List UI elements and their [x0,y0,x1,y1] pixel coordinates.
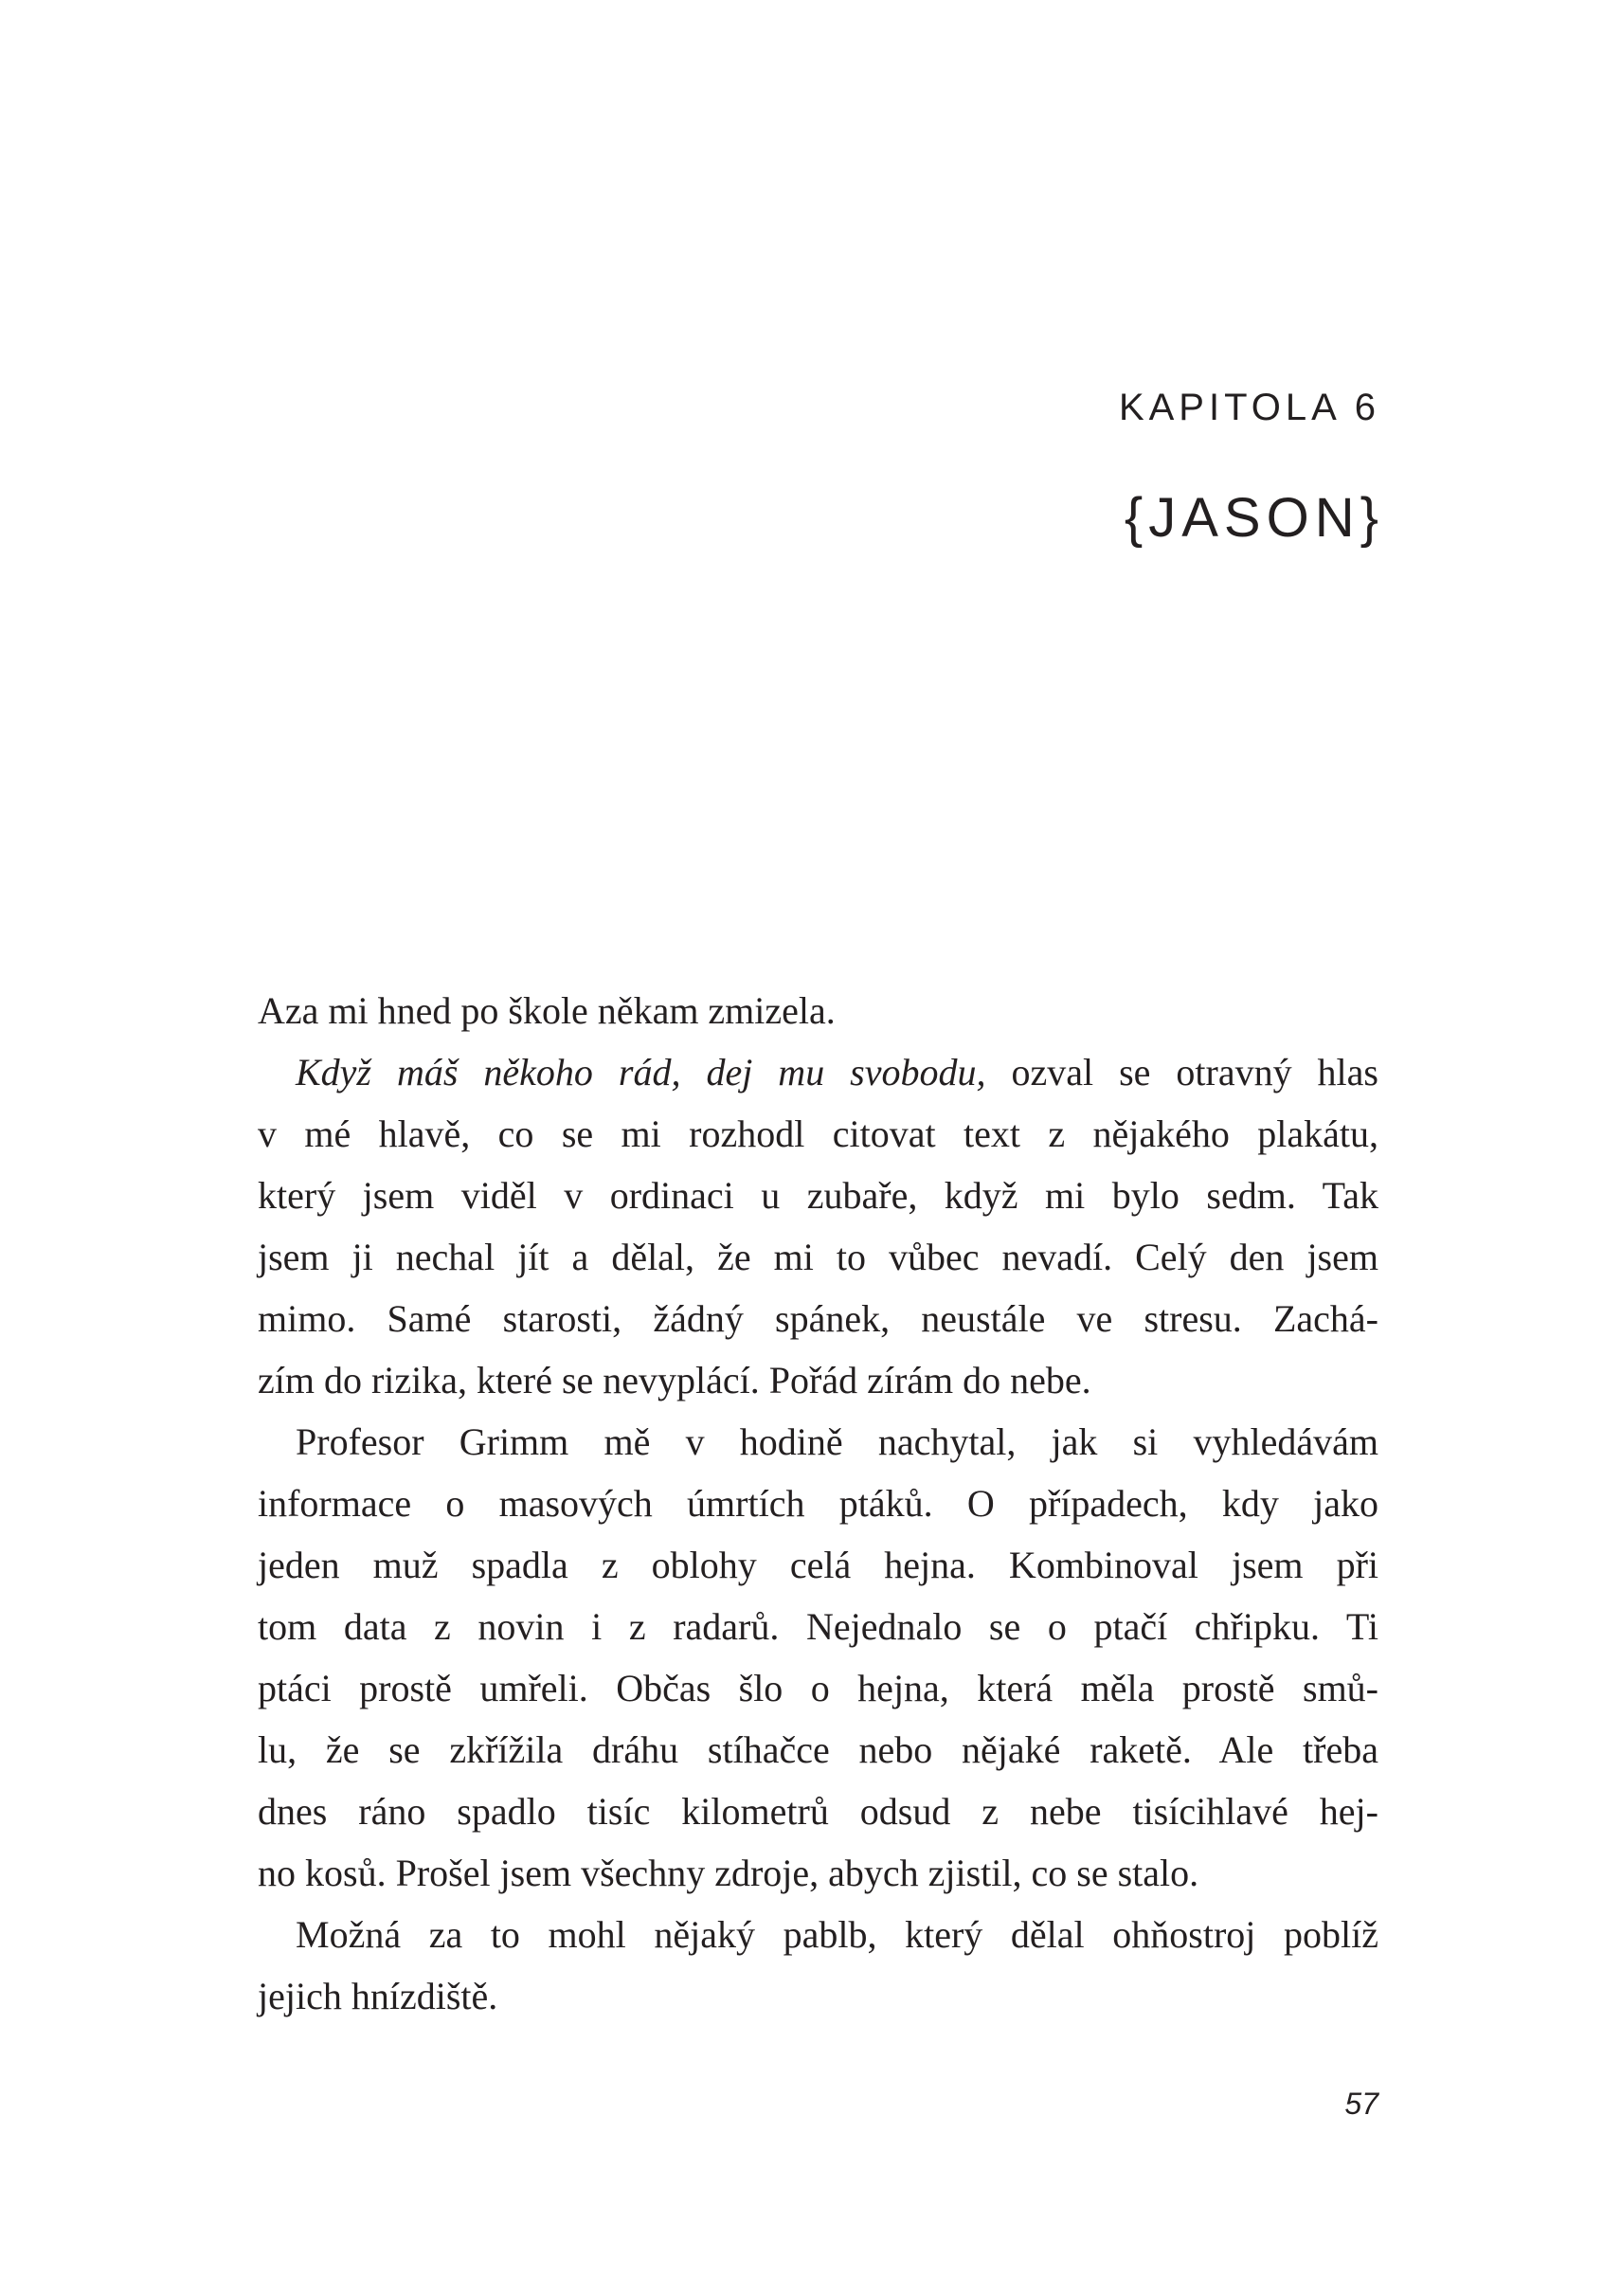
text-line: dnes ráno spadlo tisíc kilometrů odsud z nebe tisícihlavé hej- [258,1790,1378,1833]
text-line-continuation: ozval se otravný hlas [1011,1051,1378,1094]
italic-quote: Když máš někoho rád, dej mu svobodu, [296,1051,986,1094]
text-line: no kosů. Prošel jsem všechny zdroje, abych zjistil, co se stalo. [258,1852,1199,1894]
text-line: Možná za to mohl nějaký pablb, který dělal ohňostroj poblíž [296,1913,1378,1956]
text-line [258,1041,1378,1103]
text-line: lu, že se zkřížila dráhu stíhačce nebo nějaké raketě. Ale třeba [258,1728,1378,1771]
text-line: zím do rizika, které se nevyplácí. Pořád zírám do nebe. [258,1359,1091,1401]
text-line: Aza mi hned po škole někam zmizela. [258,989,836,1032]
text-line: který jsem viděl v ordinaci u zubaře, když mi bylo sedm. Tak [258,1174,1378,1217]
chapter-label: KAPITOLA 6 [1118,387,1380,428]
text-line: mimo. Samé starosti, žádný spánek, neustále ve stresu. Zachá- [258,1297,1378,1340]
chapter-title: {JASON} [1124,487,1384,549]
text-line: ptáci prostě umřeli. Občas šlo o hejna, která měla prostě smů- [258,1667,1378,1709]
text-line: jejich hnízdiště. [258,1975,498,2017]
body-text [258,980,1378,2027]
text-line: jeden muž spadla z oblohy celá hejna. Kombinoval jsem při [258,1544,1378,1586]
text-line: informace o masových úmrtích ptáků. O případech, kdy jako [258,1482,1378,1525]
page-number: 57 [1344,2087,1378,2121]
text-line: v mé hlavě, co se mi rozhodl citovat text z nějakého plakátu, [258,1112,1378,1155]
text-line: tom data z novin i z radarů. Nejednalo se o ptačí chřipku. Ti [258,1605,1378,1648]
text-line: Profesor Grimm mě v hodině nachytal, jak si vyhledávám [296,1420,1378,1463]
text-line: jsem ji nechal jít a dělal, že mi to vůbec nevadí. Celý den jsem [258,1236,1378,1278]
